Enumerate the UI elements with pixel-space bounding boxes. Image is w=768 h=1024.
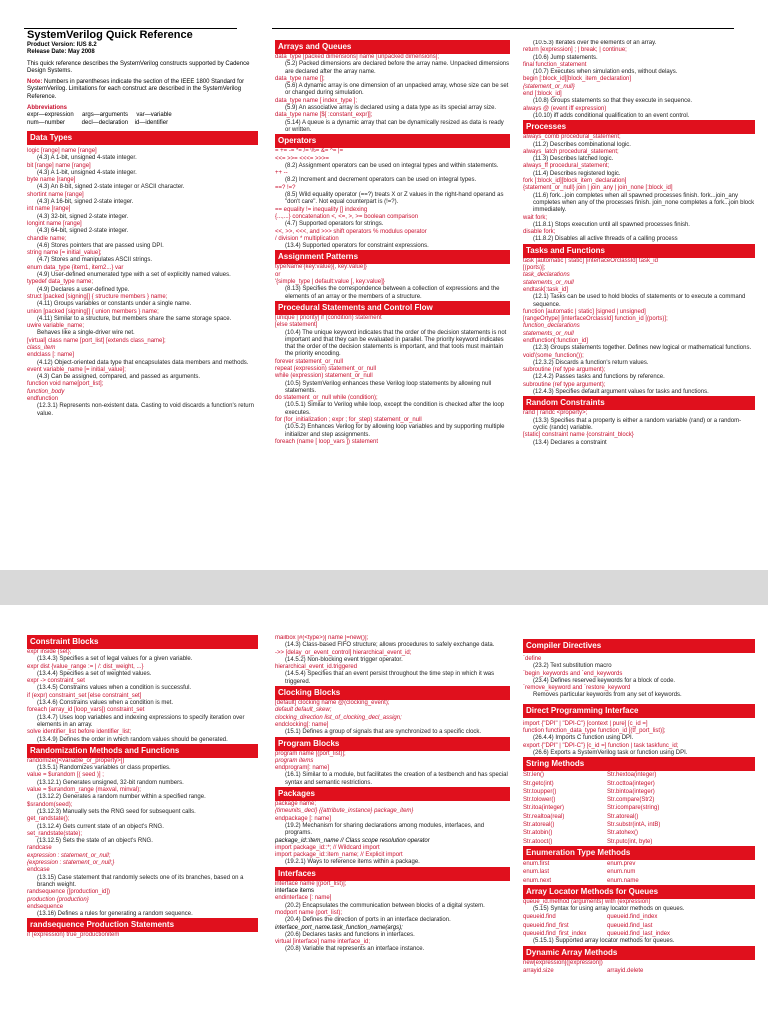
page2-column-1 <box>27 635 258 1024</box>
method-name: Str.putc(int, byte) <box>607 838 653 845</box>
entry-syntax: randsequence ([production_id]) <box>27 889 111 896</box>
entry-syntax: interface name [(port_list)]; <box>275 880 347 887</box>
entry-syntax: enum data_type {item1, item2...} var <box>27 264 124 271</box>
method-name: Str.realtoa(real) <box>523 813 565 820</box>
entry-syntax: statements_or_null <box>523 330 574 337</box>
entry-description: (4.11) Groups variables or constants under a single name. <box>37 301 192 308</box>
entry-syntax: data_type [packed dimensions] name [unpacked dimensions]; <box>275 54 440 60</box>
method-name: queueid.find_last_index <box>607 931 671 938</box>
method-name: queueid.find <box>523 914 556 921</box>
entry-description: (10.10) iff adds conditional qualification to an event control. <box>533 112 690 119</box>
entry-description: Behaves like a single-driver wire net. <box>37 330 135 337</box>
entry-syntax: foreach (array_id [loop_vars]) constraint_set <box>27 707 145 714</box>
entry-syntax: typedef data_type name; <box>27 279 94 286</box>
entry-syntax: byte name [range] <box>27 177 76 184</box>
entry-description: (14.3) Class-based FIFO structure; allows procedures to safely exchange data. <box>285 642 495 649</box>
method-name: Str.toupper() <box>523 788 557 795</box>
entry-description: (4.11) Similar to a structure, but members share the same storage space. <box>37 315 232 322</box>
entry-description: (5.2) Packed dimensions are declared before the array name. Unpacked dimensions are declared after the array name. <box>285 61 510 75</box>
entry-description: (11.8.1) Stops execution until all spawned processes finish. <box>533 221 690 228</box>
entry-syntax: modport name (port_list); <box>275 909 343 916</box>
method-name: Str.atobin() <box>523 830 553 837</box>
entry-syntax: endtask[:task_id] <box>523 286 569 293</box>
entry-syntax: program items <box>275 757 314 764</box>
entry-syntax: expression : statement_or_null; <box>27 852 111 859</box>
entry-syntax: [static] constraint name {constraint_block} <box>523 432 634 439</box>
entry-description: (20.6) Declares tasks and functions in interfaces. <box>285 931 415 938</box>
entry-syntax: get_randstate(); <box>27 816 70 823</box>
entry-syntax: uwire variable_name; <box>27 323 85 330</box>
section-header: Processes <box>523 120 755 134</box>
entry-description: (11.6) fork...join completes when all spawned processes finish. fork...join_any completes when any of the processes finish. join_none completes a fork...join block immediately. <box>533 192 755 214</box>
entry-description: (8.5) Wild equality operator (==?) treats X or Z values in the right-hand operand as "don't care". Not equal counterpart is (!=?). <box>285 192 504 206</box>
entry-description: (11.4) Describes registered logic. <box>533 170 621 177</box>
entry-description: (8.2) Increment and decrement operators can be used on integral types. <box>285 177 477 184</box>
entry-syntax: subroutine (ref type argument); <box>523 381 606 388</box>
entry-syntax: while (expression) statement_or_null <box>275 373 373 380</box>
entry-syntax: end [:block_id] <box>523 91 562 98</box>
section-header: Direct Programming Interface <box>523 704 755 718</box>
entry-syntax: chandle name; <box>27 235 67 242</box>
entry-syntax: ->> [delay_or_event_control] hierarchical_event_id; <box>275 649 412 656</box>
entry-description: (15.1) Defines a group of signals that are synchronized to a specific clock. <box>285 729 482 736</box>
method-name: Str.icompare(string) <box>607 805 660 812</box>
entry-syntax: endinterface [: name] <box>275 895 332 902</box>
entry-syntax: [virtual] class name [port_list] [extends class_name]; <box>27 337 166 344</box>
section-header: Random Constraints <box>523 396 755 410</box>
entry-description: (23.4) Defines reserved keywords for a block of code. <box>533 677 676 684</box>
entry-syntax: string name [= initial_value]; <box>27 250 102 257</box>
entry-description: (13.12.1) Generates unsigned, 32-bit random numbers. <box>37 779 184 786</box>
entry-syntax: set_randstate(state); <box>27 830 83 837</box>
entry-description: (5.6) A dynamic array is one dimension of an unpacked array, whose size can be set or changed during simulation. <box>285 83 509 97</box>
entry-description: (4.3) 64-bit, signed 2-state integer. <box>37 228 129 235</box>
entry-description: (8.13) Specifies the correspondence between a collection of expressions and the elements of an array or the members of a structure. <box>285 286 500 300</box>
entry-description: (13.4.3) Specifies a set of legal values for a given variable. <box>37 656 193 663</box>
entry-description: (11.2) Describes combinational logic. <box>533 141 631 148</box>
entry-description: (5.9) An associative array is declared using a data type as its special array size. <box>285 105 497 112</box>
method-name: Str.atoreal() <box>523 822 555 829</box>
locator-methods-grid <box>523 913 755 938</box>
entry-syntax: [rangeOrtype] [interfaceOrclassId] function_id [(ports)]; <box>523 316 668 323</box>
method-name: Str.octtoa(integer) <box>607 780 655 787</box>
entry-syntax: struct [packed [signing]] { structure members } name; <box>27 293 168 300</box>
method-name: Str.substr(intA, intB) <box>607 822 661 829</box>
entry-syntax: expr -> constraint_set <box>27 678 85 685</box>
entry-syntax: {timeunits_decl} {{attribute_instance} package_item} <box>275 808 414 815</box>
entry-syntax: endfunction[:function_id] <box>523 337 589 344</box>
abbreviations-label: Abbreviations <box>27 105 68 112</box>
entry-syntax: endcase <box>27 867 50 874</box>
entry-syntax: always @ (event iff expression) <box>523 105 607 112</box>
entry-description: (13.4.6) Constrains values when a condition is met. <box>37 700 174 707</box>
entry-syntax: endclocking[: name] <box>275 721 329 728</box>
entry-syntax: return [expression] ; | break; | continue; <box>523 47 627 54</box>
entry-syntax: rand | randc <property>; <box>523 410 588 417</box>
method-name: enum.next <box>523 877 552 884</box>
entry-description: (10.8) Groups statements so that they execute in sequence. <box>533 98 693 105</box>
entry-syntax: clocking_direction list_of_clocking_decl_assign; <box>275 714 402 721</box>
entry-description: (16.1) Similar to a module, but facilitates the creation of a testbench and has special syntax and semantic restrictions. <box>285 772 508 786</box>
entry-description: (4.9) User-defined enumerated type with a set of explicitly named values. <box>37 272 231 279</box>
section-header: Enumeration Type Methods <box>523 846 755 860</box>
entry-description: (13.4.9) Defines the order in which random values should be generated. <box>37 736 228 743</box>
entry-syntax: endclass [: name] <box>27 352 75 359</box>
method-name: Str.hextoa(integer) <box>607 772 657 779</box>
section-header: randsequence Production Statements <box>27 918 258 932</box>
entry-syntax: for (for_initialization ; expr ; for_step) statement_or_null <box>275 417 422 424</box>
entry-description: (13.4) Supported operators for constraint expressions. <box>285 243 429 250</box>
entry-description: (4.12) Object-oriented data type that encapsulates data members and methods. <box>37 359 249 366</box>
abbreviations-line: expr—expression args—arguments var—variable <box>27 112 172 119</box>
section-header: Interfaces <box>275 867 510 881</box>
entry-syntax: mailbox [#(<type>)] name [=new()]; <box>275 635 369 641</box>
entry-syntax: {expression : statement_or_null;} <box>27 860 115 867</box>
entry-syntax: [default] clocking name @(clocking_event); <box>275 700 390 707</box>
method-name: arrayid.delete <box>607 967 644 974</box>
entry-description: (26.6) Exports a SystemVerilog task or function using DPI. <box>533 749 688 756</box>
entry-syntax: new[expression]([expression]) <box>523 959 603 966</box>
entry-description: (12.3.2) Discards a function's return values. <box>533 359 649 366</box>
entry-syntax: == equality != inequality [] indexing <box>275 206 368 213</box>
entry-syntax: union [packed [signing]] { union members } name; <box>27 308 159 315</box>
entry-description: (12.3) Groups statements together. Defines new logical or mathematical functions. <box>533 345 752 352</box>
entry-syntax: always_comb procedural_statement; <box>523 134 621 141</box>
entry-syntax: begin [:block_id][block_item_declaration] <box>523 76 632 83</box>
dynamic-array-grid <box>523 967 755 975</box>
entry-description: (13.12.5) Sets the state of an object's RNG. <box>37 838 153 845</box>
entry-syntax: function_declarations <box>523 323 580 330</box>
entry-syntax: subroutine (ref type argument); <box>523 367 606 374</box>
entry-description: (13.4) Declares a constraint <box>533 439 607 446</box>
entry-description: (13.16) Defines a rules for generating a random sequence. <box>37 911 193 918</box>
section-header: Program Blocks <box>275 737 510 751</box>
entry-syntax: = += -= *= /= %= &= ^= |= <box>275 148 344 155</box>
entry-syntax: task_declarations <box>523 272 570 279</box>
entry-syntax: package name; <box>275 801 317 808</box>
entry-syntax: hierarchical_event_id.triggered <box>275 664 358 671</box>
entry-syntax: [unique | priority] if (condition) statement <box>275 314 382 321</box>
entry-syntax: repeat (expression) statement_or_null <box>275 365 377 372</box>
entry-description: (13.5.1) Randomizes variables or class properties. <box>37 765 171 772</box>
entry-syntax: final function_statement <box>523 61 587 68</box>
entry-syntax: `define <box>523 656 542 662</box>
entry-syntax: `begin_keywords and `end_keywords <box>523 670 623 677</box>
entry-syntax: fork [:block_id][block_item_declaration] <box>523 178 627 185</box>
method-name: Str.bintoa(integer) <box>607 788 655 795</box>
entry-description: (4.6) Stores pointers that are passed using DPI. <box>37 242 164 249</box>
entry-syntax: {statement_or_null} join | join_any | join_none [:block_id] <box>523 185 673 192</box>
section-header: Constraint Blocks <box>27 635 258 649</box>
entry-syntax: always_latch procedural_statement; <box>523 148 619 155</box>
entry-syntax: {...,...} concatenation <, <=, >, >= boolean comparison <box>275 213 419 220</box>
entry-description: (19.2.1) Ways to reference items within a package. <box>285 859 420 866</box>
entry-description: (4.3) 32-bit, signed 2-state integer. <box>37 213 129 220</box>
method-name: Str.atoreal() <box>607 813 639 820</box>
entry-syntax: or <box>275 271 281 278</box>
enum-methods-grid <box>523 860 755 885</box>
method-name: arrayid.size <box>523 967 554 974</box>
section-header: Dynamic Array Methods <box>523 946 755 960</box>
entry-description: (13.4.5) Constrains values when a condition is successful. <box>37 685 192 692</box>
entry-description: (10.6) Jump statements. <box>533 54 598 61</box>
page2-column-3 <box>523 635 755 1024</box>
entry-syntax: data_type name [ index_type ]; <box>275 97 358 104</box>
entry-syntax: class_item <box>27 344 56 351</box>
method-name: enum.prev <box>607 860 636 867</box>
entry-syntax: wait fork; <box>523 214 548 221</box>
entry-syntax: void'(some_function()); <box>523 352 584 359</box>
entry-syntax: endprogram[: name] <box>275 765 330 772</box>
entry-syntax: do statement_or_null while (condition); <box>275 395 378 402</box>
entry-description: (12.4.3) Specifies default argument values for tasks and functions. <box>533 389 709 396</box>
entry-syntax: program name [(port_list)]; <box>275 750 346 757</box>
method-name: enum.first <box>523 860 550 867</box>
entry-description: (26.4.4) Imports C function using DPI. <box>533 735 634 742</box>
entry-syntax: import {"DPI" | "DPI-C"} [context | pure] [c_id =] <box>523 720 648 727</box>
entry-syntax: data_type name []; <box>275 75 325 82</box>
entry-description: (4.3) Can be assigned, compared, and passed as arguments. <box>37 374 201 381</box>
entry-syntax: ==? !=? <box>275 184 296 191</box>
method-name: Str.atohex() <box>607 830 639 837</box>
entry-syntax: randcase <box>27 845 52 852</box>
entry-syntax: <<, >>, <<<, and >>> shift operators % modulus operator <box>275 228 427 235</box>
entry-syntax: endsequence <box>27 903 64 910</box>
entry-syntax: export {"DPI" | "DPI-C"} [c_id =] function | task taskfunc_id; <box>523 742 679 749</box>
method-name: queueid.find_index <box>607 914 658 921</box>
section-header: Compiler Directives <box>523 639 755 653</box>
method-name: Str.getc(int) <box>523 780 554 787</box>
entry-description: Removes particular keywords from any set of keywords. <box>533 692 682 699</box>
entry-description: (20.8) Variable that represents an interface instance. <box>285 946 425 953</box>
entry-syntax: typeName'{key:value}[, key:value]} <box>275 264 367 271</box>
abbreviations-line: num—number decl—declaration id—identifier <box>27 119 169 126</box>
entry-syntax: '{simple_type | default:value [, key:value]} <box>275 279 385 286</box>
entry-syntax: default default_skew; <box>275 707 332 714</box>
note-label: Note: <box>27 79 43 86</box>
entry-description: (12.1) Tasks can be used to hold blocks of statements or to execute a command sequence. <box>533 294 746 308</box>
entry-syntax: shortint name [range] <box>27 191 84 198</box>
entry-syntax: foreach (name [ loop_vars ]) statement <box>275 438 379 445</box>
entry-description: (12.4.2) Passes tasks and functions by reference. <box>533 374 665 381</box>
entry-description: (4.9) Declares a user-defined type. <box>37 286 130 293</box>
entry-syntax: function [automatic | static] [signed | unsigned] <box>523 308 646 315</box>
entry-syntax: / division * multiplication <box>275 235 339 242</box>
entry-syntax: {statement_or_null} <box>523 83 575 90</box>
entry-description: (10.5.3) Iterates over the elements of an array. <box>533 40 657 46</box>
entry-syntax: data_type name [$[ :constant_expr]]; <box>275 112 373 119</box>
top-rule <box>272 28 734 29</box>
method-name: Str.compare(Str2) <box>607 797 655 804</box>
entry-syntax: if (expression) true_productionitem <box>27 932 120 939</box>
entry-description: (4.3) A 16-bit, signed 2-state integer. <box>37 199 134 206</box>
entry-syntax: interface items <box>275 888 315 895</box>
entry-syntax: if (expr) constraint_set [else constraint_set] <box>27 692 142 699</box>
entry-syntax: `remove_keyword and `restore_keyword <box>523 685 631 692</box>
method-name: Str.itoa(integer) <box>523 805 565 812</box>
entry-description: (14.5.4) Specifies that an event persist throughout the time step in which it was triggered. <box>285 671 495 685</box>
section-header: Data Types <box>27 131 258 145</box>
entry-syntax: ++ -- <box>275 170 288 177</box>
method-name: queueid.find_first <box>523 922 569 929</box>
entry-syntax: expr inside {set}; <box>27 649 72 655</box>
entry-description: (10.5) SystemVerilog enhances these Verilog loop statements by allowing null statements. <box>285 380 492 394</box>
entry-syntax: production {production} <box>27 896 89 903</box>
entry-syntax: always_ff procedural_statement; <box>523 163 610 170</box>
entry-syntax: disable fork; <box>523 229 556 236</box>
entry-syntax: [(ports)]; <box>523 265 546 272</box>
product-version: Product Version: IUS 8.2 <box>27 42 97 48</box>
entry-syntax: event variable_name [= initial_value]; <box>27 366 126 373</box>
section-header: Tasks and Functions <box>523 244 755 258</box>
entry-description: (20.2) Encapsulates the communication between blocks of a digital system. <box>285 902 485 909</box>
entry-description: (10.5.2) Enhances Verilog for by allowing loop variables and by supporting multiple initializer and step assignments. <box>285 424 505 438</box>
entry-description: (10.4) The unique keyword indicates that the order of the decision statements is not important and that they can be evaluated in parallel. The priority keyword indicates that the order of the decision statements is important, and that tools must maintain the priority encoding. <box>285 329 507 358</box>
entry-syntax: longint name [range] <box>27 220 82 227</box>
entry-description: (11.3) Describes latched logic. <box>533 156 614 163</box>
section-header: Array Locator Methods for Queues <box>523 885 755 899</box>
entry-syntax: package_id::item_name // Class scope resolution operator <box>275 837 430 844</box>
section-header: Clocking Blocks <box>275 686 510 700</box>
entry-syntax: import package_id::item_name; // Explicit import <box>275 852 403 859</box>
entry-syntax: value = $urandom_range (maxval, minval); <box>27 787 141 794</box>
entry-description: (5.15.1) Supported array locator methods for queues. <box>533 938 675 945</box>
section-header: Procedural Statements and Control Flow <box>275 301 510 315</box>
entry-description: (5.14) A queue is a dynamic array that can be dynamically resized as data is ready or written. <box>285 119 504 133</box>
entry-syntax: interface_port_name.task_function_name(args); <box>275 924 403 931</box>
entry-description: (4.7) Supported operators for strings. <box>285 221 384 228</box>
entry-description: (10.7) Executes when simulation ends, without delays. <box>533 69 678 76</box>
section-header: Arrays and Queues <box>275 40 510 54</box>
method-name: enum.num <box>607 869 636 876</box>
entry-description: (20.4) Defines the direction of ports in an interface declaration. <box>285 917 451 924</box>
page1-column-1 <box>27 28 258 568</box>
entry-syntax: import package_id::*; // Wildcard import <box>275 844 380 851</box>
entry-description: (13.12.4) Gets current state of an object's RNG. <box>37 823 164 830</box>
entry-description: (13.15) Case statement that randomly selects one of its branches, based on a branch weight. <box>37 874 244 888</box>
entry-description: (13.4.7) Uses loop variables and indexing expressions to specify iteration over elements in an array. <box>37 714 245 728</box>
page1-column-2 <box>275 40 510 565</box>
intro-text: This quick reference describes the SystemVerilog constructs supported by Cadence Design Systems. <box>27 60 250 74</box>
method-name: enum.last <box>523 869 550 876</box>
entry-syntax: int name [range] <box>27 206 71 213</box>
entry-syntax: [else statement] <box>275 322 318 329</box>
release-date: Release Date: May 2008 <box>27 49 95 56</box>
entry-syntax: solve identifier_list before identifier_list; <box>27 729 132 736</box>
section-header: String Methods <box>523 757 755 771</box>
entry-description: (13.3) Specifies that a property is either a random variable (rand) or a random-cyclic (randc) variable. <box>533 417 742 431</box>
entry-description: (23.2) Text substitution macro <box>533 663 612 670</box>
page1-column-3 <box>523 40 755 565</box>
section-header: Packages <box>275 787 510 801</box>
method-name: Str.atooct() <box>523 838 553 845</box>
note-text: Numbers in parentheses indicate the section of the IEEE 1800 Standard for SystemVerilog. Limitations for each construct are described in the SystemVerilog Reference. <box>27 79 245 100</box>
entry-syntax: task [automatic | static] [interfaceOrclassId] task_id <box>523 257 658 264</box>
entry-description: (8.2) Assignment operators can be used on integral types and within statements. <box>285 162 499 169</box>
entry-syntax: function_body <box>27 388 65 395</box>
entry-description: (5.15) Syntax for using array locator methods on queues. <box>533 906 685 913</box>
method-name: enum.name <box>607 877 639 884</box>
section-header: Operators <box>275 134 510 148</box>
entry-syntax: function void name[port_list]; <box>27 381 104 388</box>
entry-syntax: expr dist {value_range := | /: dist_weight, ...} <box>27 663 144 670</box>
entry-syntax: virtual [interface] name interface_id; <box>275 939 371 946</box>
entry-description: (14.5.2) Non-blocking event trigger operator. <box>285 656 403 663</box>
entry-description: (13.4.4) Specifies a set of weighted values. <box>37 670 152 677</box>
entry-syntax: $srandom(seed); <box>27 801 73 808</box>
entry-syntax: endfunction <box>27 396 59 403</box>
page2-column-2 <box>275 635 510 1024</box>
entry-description: (13.12.2) Generates a random number within a specified range. <box>37 794 206 801</box>
section-header: Assignment Patterns <box>275 250 510 264</box>
entry-syntax: randomize([<variable_or_property>]) <box>27 757 125 764</box>
entry-description: (10.5.1) Similar to Verilog while loop, except the condition is checked after the loop executes. <box>285 402 505 416</box>
entry-syntax: <<= >>= <<<= >>>= <box>275 155 330 162</box>
entry-description: (4.3) An 8-bit, signed 2-state integer or ASCII character. <box>37 184 185 191</box>
entry-syntax: forever statement_or_null <box>275 358 344 365</box>
entry-description: (12.3.1) Represents non-existent data. Casting to void discards a function's return value. <box>37 403 254 417</box>
entry-description: (11.8.2) Disables all active threads of a calling process <box>533 236 678 243</box>
string-methods-grid <box>523 771 755 846</box>
entry-description: (4.3) A 1-bit, unsigned 4-state integer. <box>37 155 137 162</box>
method-name: queueid.find_first_index <box>523 931 587 938</box>
entry-syntax: queue_id.method (arguments) with (expression) <box>523 898 651 905</box>
entry-syntax: statements_or_null <box>523 279 574 286</box>
method-name: Str.len() <box>523 772 545 779</box>
entry-description: (4.7) Stores and manipulates ASCII strings. <box>37 257 153 264</box>
entry-syntax: logic [range] name [range] <box>27 147 97 154</box>
method-name: queueid.find_last <box>607 922 653 929</box>
section-header: Randomization Methods and Functions <box>27 744 258 758</box>
entry-description: (13.12.3) Manually sets the RNG seed for subsequent calls. <box>37 808 196 815</box>
page-2 <box>0 605 768 1024</box>
entry-syntax: value = $urandom [( seed )] ; <box>27 772 104 779</box>
entry-syntax: function function_data_type function_id [(tf_port_list)]; <box>523 728 666 735</box>
entry-syntax: bit [range] name [range] <box>27 162 91 169</box>
method-name: Str.tolower() <box>523 797 556 804</box>
entry-description: (19.2) Mechanism for sharing declarations among modules, interfaces, and programs. <box>285 822 485 837</box>
page-title: SystemVerilog Quick Reference <box>27 29 193 41</box>
entry-description: (4.3) A 1-bit, unsigned 4-state integer. <box>37 169 137 176</box>
entry-syntax: endpackage [: name] <box>275 815 332 822</box>
